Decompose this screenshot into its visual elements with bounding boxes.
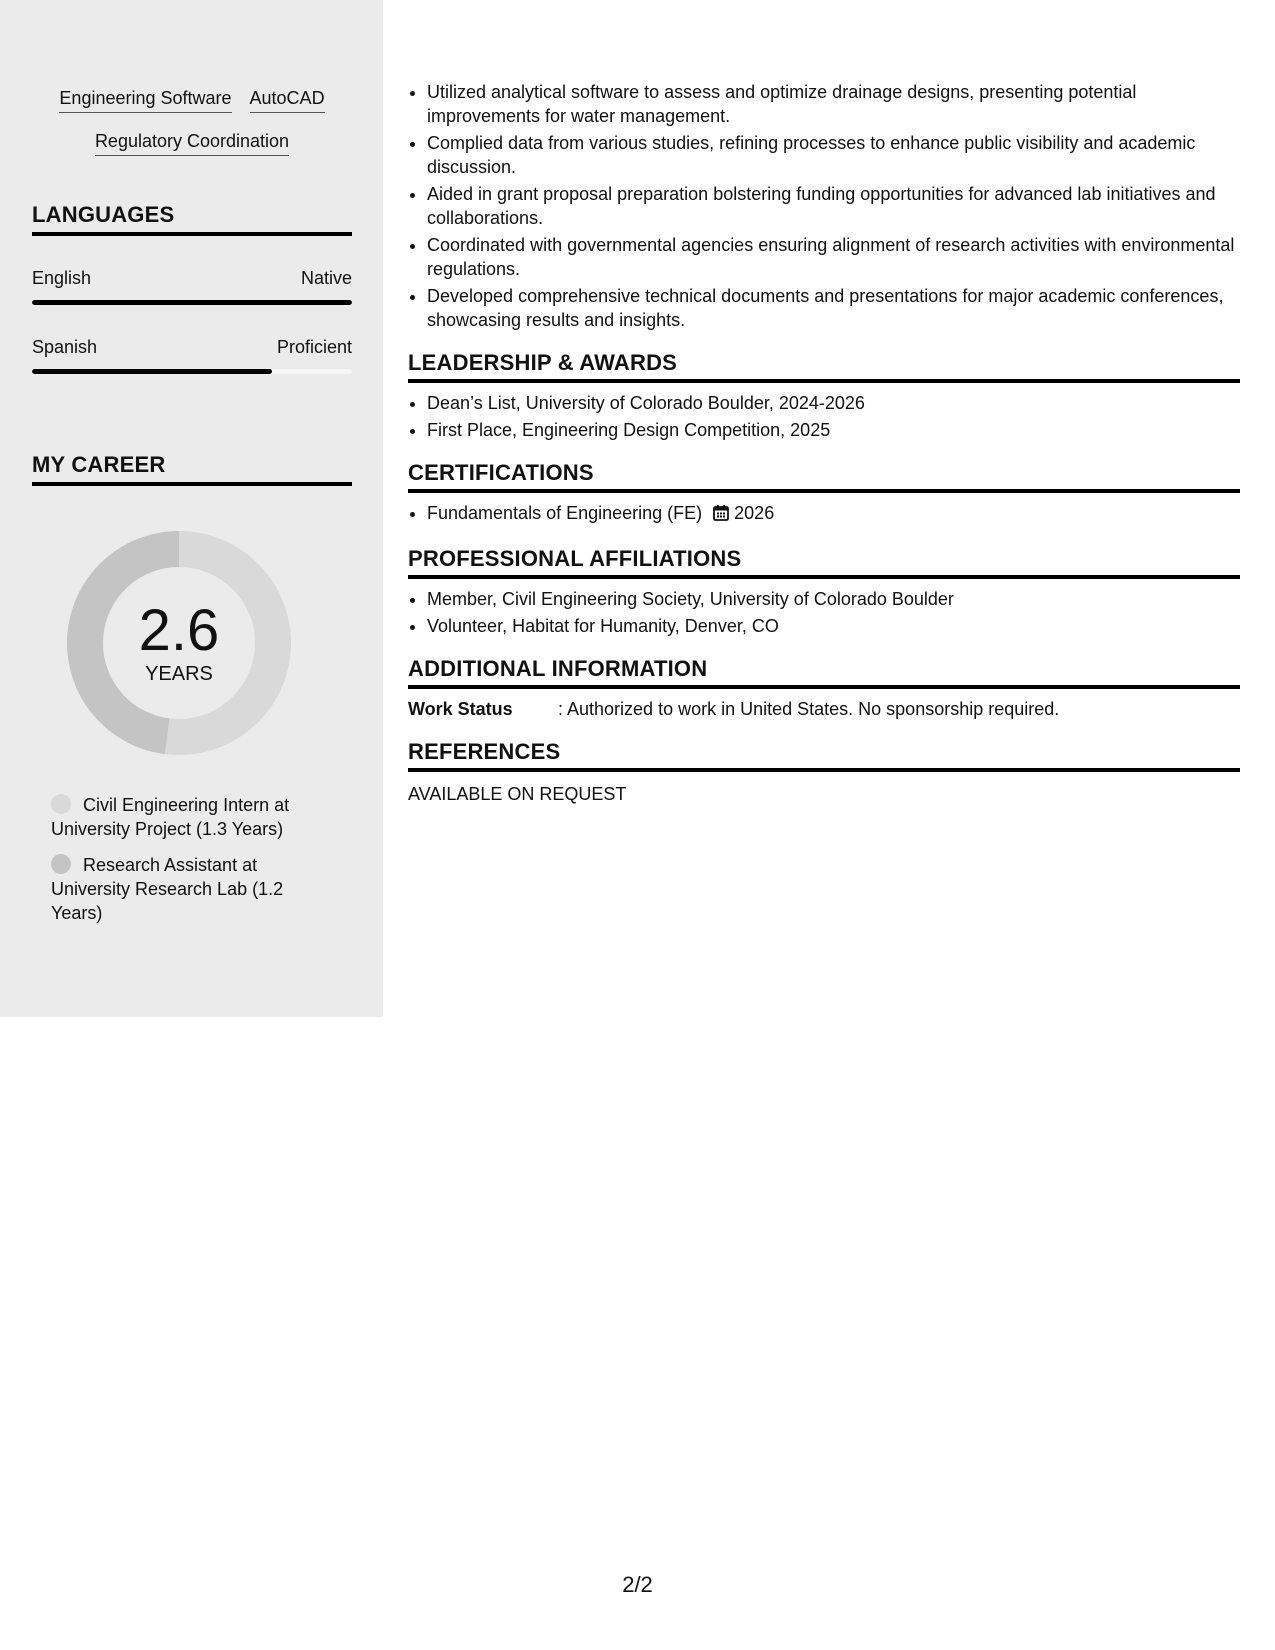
list-item: • Aided in grant proposal preparation bolstering funding opportunities for advanced lab initiatives and collaborations.	[427, 182, 1240, 230]
list-item: • Dean’s List, University of Colorado Boulder, 2024-2026	[427, 391, 1240, 415]
affiliations-section	[408, 546, 1240, 638]
language-level: Native	[300, 268, 352, 288]
experience-bullets	[408, 80, 1240, 332]
language-name: Spanish	[32, 337, 98, 357]
references-section	[408, 739, 1240, 806]
language-level: Proficient	[276, 337, 352, 357]
skill-tag: Regulatory Coordination	[95, 129, 289, 156]
references-text: AVAILABLE ON REQUEST	[408, 784, 627, 804]
legend-item	[51, 853, 311, 925]
career-total-years: 2.6	[138, 597, 220, 663]
legend-label: Research Assistant at University Research Lab (1.2 Years)	[51, 855, 284, 923]
section-heading: ADDITIONAL INFORMATION	[408, 656, 1240, 689]
section-heading: CERTIFICATIONS	[408, 460, 1240, 493]
career-heading: MY CAREER	[32, 452, 352, 486]
legend-dot	[51, 854, 71, 874]
skills-list	[32, 86, 352, 172]
legend-label: Civil Engineering Intern at University Project (1.3 Years)	[51, 795, 290, 839]
legend-item	[51, 793, 311, 841]
work-status-row	[408, 697, 1240, 721]
language-bar-spanish	[32, 369, 352, 374]
language-row-spanish	[32, 337, 352, 358]
certification-name: Fundamentals of Engineering (FE)	[427, 503, 703, 523]
list-item	[427, 501, 1240, 528]
list-item: • Coordinated with governmental agencies ensuring alignment of research activities with environmental regulations.	[427, 233, 1240, 281]
career-total-unit: YEARS	[145, 662, 213, 685]
section-heading: REFERENCES	[408, 739, 1240, 772]
sidebar	[0, 0, 383, 1017]
language-bar-fill	[32, 369, 272, 374]
career-legend	[51, 793, 311, 937]
language-row-english	[32, 268, 352, 289]
page-number: 2/2	[622, 1572, 653, 1597]
list-item: • Complied data from various studies, refining processes to enhance public visibility and academic discussion.	[427, 131, 1240, 179]
language-bar-english	[32, 300, 352, 305]
donut-center	[66, 530, 292, 756]
legend-dot	[51, 794, 71, 814]
list-item: • Utilized analytical software to assess and optimize drainage designs, presenting potential improvements for water management.	[427, 80, 1240, 128]
leadership-section	[408, 350, 1240, 442]
languages-heading: LANGUAGES	[32, 202, 352, 236]
list-item: • Developed comprehensive technical documents and presentations for major academic conferences, showcasing results and insights.	[427, 284, 1240, 332]
career-donut-chart	[66, 530, 292, 756]
section-heading: PROFESSIONAL AFFILIATIONS	[408, 546, 1240, 579]
skill-tag: AutoCAD	[250, 86, 325, 113]
certifications-section	[408, 460, 1240, 528]
list-item: • First Place, Engineering Design Competition, 2025	[427, 418, 1240, 442]
language-bar-fill	[32, 300, 352, 305]
additional-info-section	[408, 656, 1240, 721]
skill-tag: Engineering Software	[59, 86, 231, 113]
calendar-icon	[712, 504, 730, 528]
language-name: English	[32, 268, 92, 288]
list-item: • Member, Civil Engineering Society, University of Colorado Boulder	[427, 587, 1240, 611]
list-item: • Volunteer, Habitat for Humanity, Denver, CO	[427, 614, 1240, 638]
section-heading: LEADERSHIP & AWARDS	[408, 350, 1240, 383]
work-status-label: Work Status	[408, 699, 513, 719]
work-status-value: : Authorized to work in United States. No sponsorship required.	[558, 699, 1060, 719]
main-content	[408, 80, 1240, 806]
certification-year: 2026	[734, 503, 775, 523]
